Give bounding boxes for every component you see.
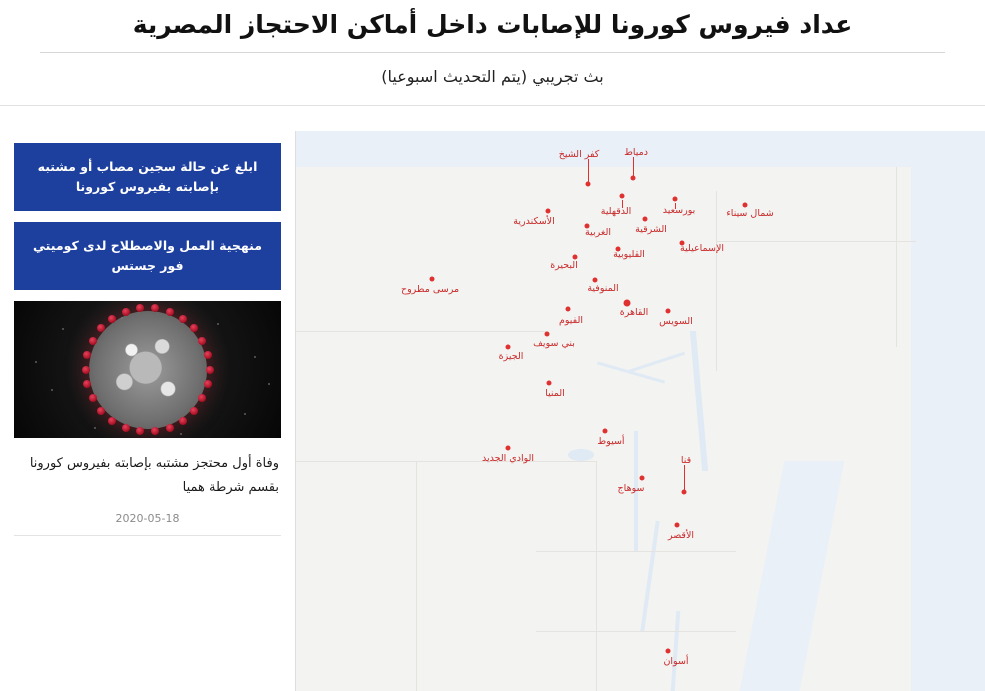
background-speck <box>217 323 219 325</box>
boundary-line <box>536 631 736 632</box>
virus-spike <box>151 427 159 435</box>
map-marker[interactable] <box>743 203 748 208</box>
marker-stem <box>684 465 685 491</box>
city-label[interactable]: سوهاج <box>617 483 645 494</box>
map-marker[interactable] <box>546 209 551 214</box>
background-speck <box>35 361 37 363</box>
map-marker[interactable] <box>666 309 671 314</box>
virus-spike <box>89 394 97 402</box>
background-speck <box>254 356 256 358</box>
virus-illustration-image <box>14 301 281 438</box>
city-label[interactable]: الأسكندرية <box>513 216 555 227</box>
city-label[interactable]: بني سويف <box>533 338 575 349</box>
map-marker[interactable] <box>640 476 645 481</box>
virus-spike <box>166 424 174 432</box>
map-marker[interactable] <box>573 255 578 260</box>
boundary-line <box>716 191 717 371</box>
map-marker[interactable] <box>566 307 571 312</box>
city-label[interactable]: أسوان <box>663 656 689 667</box>
city-label[interactable]: قنا <box>680 455 692 466</box>
marker-stem <box>633 157 634 177</box>
city-label[interactable]: المنوفية <box>587 283 619 294</box>
virus-spike <box>204 380 212 388</box>
city-label[interactable]: الجيزة <box>498 351 524 362</box>
virus-spike <box>108 315 116 323</box>
virus-spike <box>204 351 212 359</box>
city-label[interactable]: دمياط <box>624 147 648 158</box>
map-marker[interactable] <box>430 277 435 282</box>
virus-spike <box>179 417 187 425</box>
boundary-line <box>416 461 417 691</box>
map-marker[interactable] <box>506 345 511 350</box>
background-speck <box>180 433 182 435</box>
virus-spike <box>136 427 144 435</box>
virus-spike <box>97 407 105 415</box>
map-marker[interactable] <box>673 197 678 202</box>
city-label[interactable]: الغربية <box>585 227 611 238</box>
background-speck <box>268 383 270 385</box>
city-label[interactable]: المنيا <box>545 388 565 399</box>
background-speck <box>62 328 64 330</box>
city-label[interactable]: الشرقية <box>635 224 667 235</box>
virus-spike <box>166 308 174 316</box>
boundary-line <box>896 167 897 347</box>
news-headline[interactable]: وفاة أول محتجز مشتبه بإصابته بفيروس كورونا بقسم شرطة هميا <box>29 456 279 496</box>
boundary-line <box>296 461 596 462</box>
map-marker[interactable] <box>643 217 648 222</box>
city-label[interactable]: كفر الشيخ <box>558 149 600 160</box>
city-label[interactable]: بورسعيد <box>662 205 696 216</box>
page-subtitle: بث تجريبي (يتم التحديث اسبوعيا) <box>381 66 604 86</box>
virus-spike <box>198 394 206 402</box>
city-label[interactable]: مرسى مطروح <box>400 284 460 295</box>
report-case-button[interactable]: ابلغ عن حالة سجين مصاب أو مشتبه بإصابته بفيروس كورونا <box>14 143 281 211</box>
methodology-button[interactable]: منهجية العمل والاصطلاح لدى كوميتي فور جستس <box>14 222 281 290</box>
boundary-line <box>296 331 546 332</box>
virus-spike <box>108 417 116 425</box>
news-date: 2020-05-18 <box>115 512 180 526</box>
title-divider <box>40 52 945 53</box>
map-marker[interactable] <box>545 332 550 337</box>
city-label[interactable]: الأقصر <box>667 530 695 541</box>
background-speck <box>244 413 246 415</box>
virus-spike <box>190 324 198 332</box>
page-title: عداد فيروس كورونا للإصابات داخل أماكن الاحتجاز المصرية <box>132 10 853 39</box>
news-divider <box>14 535 281 536</box>
map-marker[interactable] <box>593 278 598 283</box>
virus-spike <box>83 380 91 388</box>
city-label[interactable]: الفيوم <box>559 315 583 326</box>
background-speck <box>94 427 96 429</box>
page-header <box>0 0 985 106</box>
city-label[interactable]: السويس <box>659 316 693 327</box>
virus-spike <box>179 315 187 323</box>
map-marker[interactable] <box>666 649 671 654</box>
news-card[interactable] <box>14 301 281 536</box>
boundary-line <box>716 241 916 242</box>
virus-spike <box>122 424 130 432</box>
city-label[interactable]: القاهرة <box>619 307 649 318</box>
map-marker[interactable] <box>675 523 680 528</box>
virus-spike <box>190 407 198 415</box>
map-marker[interactable] <box>506 446 511 451</box>
marker-stem <box>588 159 589 183</box>
city-label[interactable]: البحيرة <box>550 260 578 271</box>
boundary-line <box>596 461 597 691</box>
virus-spike <box>82 366 90 374</box>
city-label[interactable]: شمال سيناء <box>726 208 774 219</box>
virus-icon <box>89 311 207 429</box>
content-area <box>0 131 985 691</box>
sidebar <box>0 131 295 691</box>
city-label[interactable]: الدقهلية <box>600 206 632 217</box>
map-marker[interactable] <box>603 429 608 434</box>
egypt-landmass <box>296 167 936 691</box>
lake-qarun <box>568 449 594 461</box>
virus-spike <box>122 308 130 316</box>
virus-spike <box>89 337 97 345</box>
egypt-map[interactable] <box>295 131 985 691</box>
city-label[interactable]: القليوبية <box>613 249 645 260</box>
virus-spike <box>83 351 91 359</box>
virus-spike <box>198 337 206 345</box>
city-label[interactable]: الوادي الجديد <box>481 453 535 464</box>
virus-spike <box>206 366 214 374</box>
subtitle-divider <box>0 105 985 106</box>
map-marker[interactable] <box>624 300 631 307</box>
boundary-line <box>536 551 736 552</box>
city-label[interactable]: الإسماعيلية <box>679 243 725 254</box>
red-sea-east <box>911 131 985 691</box>
map-marker[interactable] <box>547 381 552 386</box>
virus-spike <box>136 304 144 312</box>
city-label[interactable]: أسيوط <box>597 436 625 447</box>
map-marker[interactable] <box>620 194 625 199</box>
background-speck <box>51 389 53 391</box>
virus-spike <box>151 304 159 312</box>
